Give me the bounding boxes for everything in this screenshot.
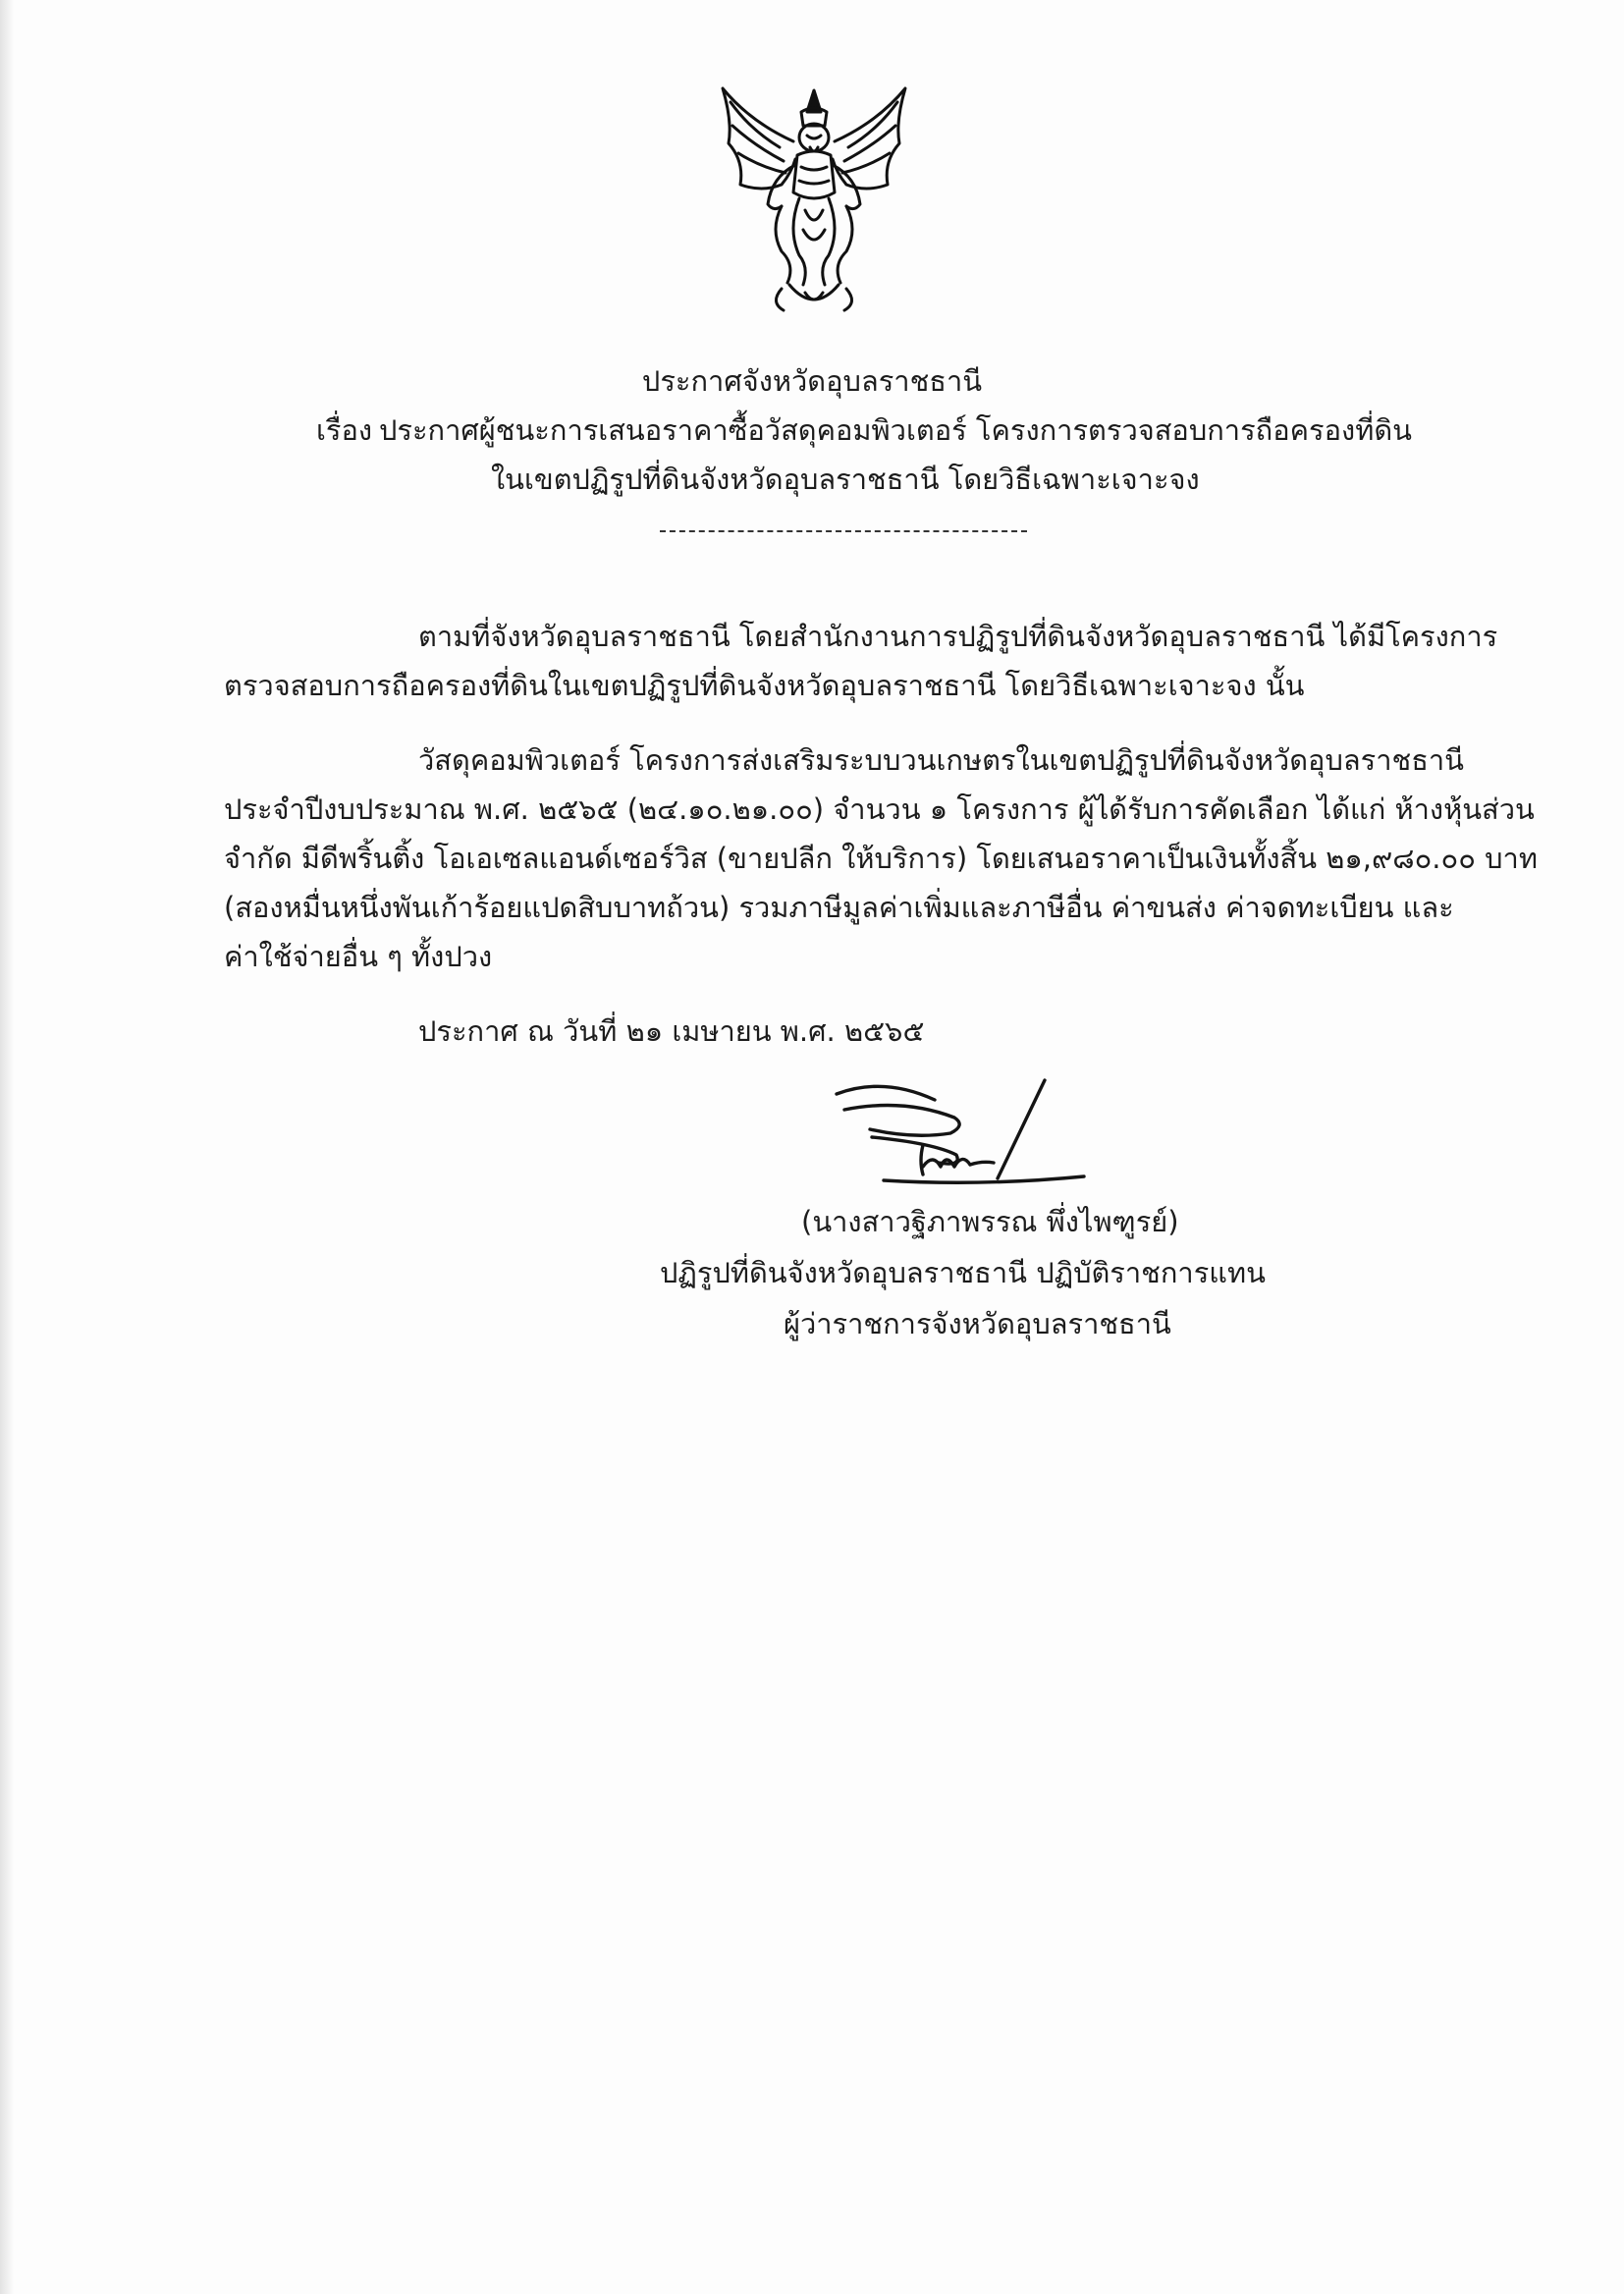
paragraph-2-line-1: วัสดุคอมพิวเตอร์ โครงการส่งเสริมระบบวนเกษตรในเขตปฏิรูปที่ดินจังหวัดอุบลราชธานี: [418, 743, 1464, 777]
paragraph-2-line-2: ประจำปีงบประมาณ พ.ศ. ๒๕๖๕ (๒๔.๑๐.๒๑.๐๐) จำนวน ๑ โครงการ ผู้ได้รับการคัดเลือก ได้แก่ ห้างหุ้นส่วน: [224, 792, 1535, 826]
signatory-position-1: ปฏิรูปที่ดินจังหวัดอุบลราชธานี ปฏิบัติราชการแทน: [660, 1256, 1266, 1289]
paragraph-1-line-1: ตามที่จังหวัดอุบลราชธานี โดยสำนักงานการปฏิรูปที่ดินจังหวัดอุบลราชธานี ได้มีโครงการ: [418, 620, 1498, 653]
signatory-position-2: ผู้ว่าราชการจังหวัดอุบลราชธานี: [784, 1307, 1171, 1340]
subject-line-1: ประกาศผู้ชนะการเสนอราคาซื้อวัสดุคอมพิวเตอร์ โครงการตรวจสอบการถือครองที่ดิน: [379, 413, 1412, 447]
paragraph-1-line-2: ตรวจสอบการถือครองที่ดินในเขตปฏิรูปที่ดินจังหวัดอุบลราชธานี โดยวิธีเฉพาะเจาะจง นั้น: [224, 669, 1305, 702]
signature-icon: [825, 1070, 1100, 1198]
subject-line-2: ในเขตปฏิรูปที่ดินจังหวัดอุบลราชธานี โดยวิธีเฉพาะเจาะจง: [491, 463, 1200, 496]
document-heading: ประกาศจังหวัดอุบลราชธานี: [641, 364, 983, 398]
announcement-date: ประกาศ ณ วันที่ ๒๑ เมษายน พ.ศ. ๒๕๖๕: [418, 1014, 925, 1048]
scan-edge-shadow: [0, 0, 14, 2294]
subject-label: เรื่อง: [316, 413, 373, 447]
signatory-name: (นางสาวฐิภาพรรณ พึ่งไพฑูรย์): [801, 1205, 1179, 1238]
heading-divider: [660, 530, 1027, 532]
garuda-emblem-icon: [711, 82, 917, 318]
paragraph-2-line-5: ค่าใช้จ่ายอื่น ๆ ทั้งปวง: [224, 940, 493, 973]
paragraph-2-line-4: (สองหมื่นหนึ่งพันเก้าร้อยแปดสิบบาทถ้วน) รวมภาษีมูลค่าเพิ่มและภาษีอื่น ค่าขนส่ง ค่าจดทะเบียน และ: [224, 891, 1454, 924]
paragraph-2-line-3: จำกัด มีดีพริ้นติ้ง โอเอเซลแอนด์เซอร์วิส (ขายปลีก ให้บริการ) โดยเสนอราคาเป็นเงินทั้งสิ้น ๒๑,๙๘๐.๐๐ บาท: [224, 842, 1538, 875]
